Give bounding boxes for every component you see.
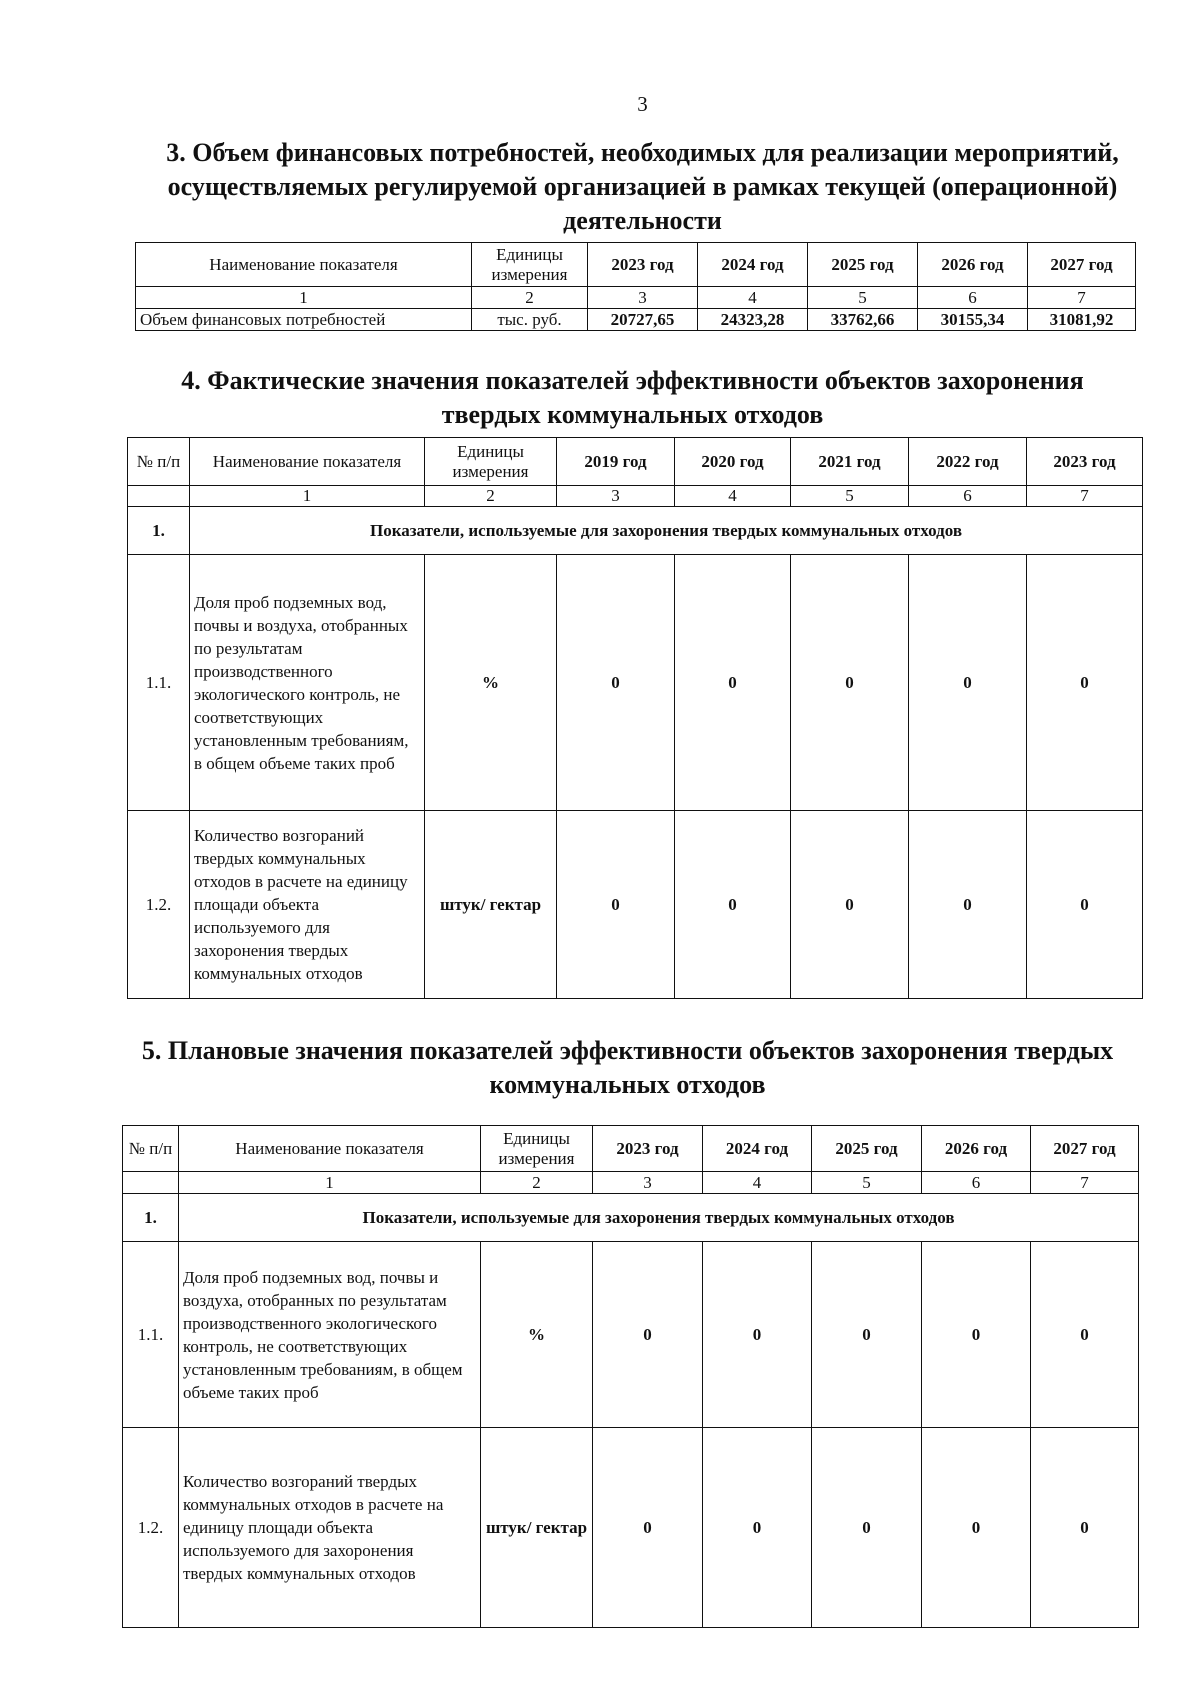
- col-number: 4: [703, 1172, 812, 1194]
- row-num: 1.2.: [128, 811, 190, 999]
- row-name: Количество возгораний твердых коммунальных отходов в расчете на единицу площади объекта используемого для захоронения твердых коммунальных отходов: [179, 1428, 481, 1628]
- header-year: 2024 год: [703, 1126, 812, 1172]
- col-number: 3: [557, 486, 675, 507]
- row-value: 0: [1027, 555, 1143, 811]
- col-number: 1: [190, 486, 425, 507]
- planned-values-table: [122, 1125, 1139, 1628]
- header-year: 2025 год: [808, 243, 918, 287]
- header-unit: Единицы измерения: [481, 1126, 593, 1172]
- header-unit: Единицы измерения: [472, 243, 588, 287]
- header-name: Наименование показателя: [190, 438, 425, 486]
- empty-cell: [128, 486, 190, 507]
- row-value: 0: [909, 811, 1027, 999]
- row-num: 1.1.: [123, 1242, 179, 1428]
- row-value: 0: [922, 1242, 1031, 1428]
- section4-title: 4. Фактические значения показателей эффективности объектов захоронения твердых коммунальных отходов: [181, 366, 1084, 429]
- col-number: 5: [808, 287, 918, 309]
- row-value: 0: [703, 1242, 812, 1428]
- header-year: 2023 год: [1027, 438, 1143, 486]
- row-value: 0: [812, 1428, 922, 1628]
- row-unit: штук/ гектар: [425, 811, 557, 999]
- header-year: 2019 год: [557, 438, 675, 486]
- group-num: 1.: [128, 507, 190, 555]
- row-value: 0: [557, 555, 675, 811]
- row-value: 0: [922, 1428, 1031, 1628]
- table-row: [123, 1242, 1139, 1428]
- row-value: 33762,66: [808, 309, 918, 331]
- col-number: 3: [588, 287, 698, 309]
- col-number: 1: [136, 287, 472, 309]
- row-unit: %: [481, 1242, 593, 1428]
- section3-title: 3. Объем финансовых потребностей, необходимых для реализации мероприятий, осуществляемых регулируемой организацией в рамках текущей (операционной) деятельности: [166, 138, 1119, 235]
- row-value: 20727,65: [588, 309, 698, 331]
- row-name: Объем финансовых потребностей: [136, 309, 472, 331]
- col-number: 2: [481, 1172, 593, 1194]
- header-name: Наименование показателя: [179, 1126, 481, 1172]
- row-value: 0: [593, 1428, 703, 1628]
- header-year: 2021 год: [791, 438, 909, 486]
- col-number: 6: [922, 1172, 1031, 1194]
- row-value: 0: [791, 811, 909, 999]
- col-number: 2: [472, 287, 588, 309]
- section5-title: 5. Плановые значения показателей эффективности объектов захоронения твердых коммунальных отходов: [141, 1036, 1114, 1099]
- row-unit: %: [425, 555, 557, 811]
- header-year: 2022 год: [909, 438, 1027, 486]
- header-year: 2023 год: [588, 243, 698, 287]
- row-value: 0: [1027, 811, 1143, 999]
- header-year: 2026 год: [922, 1126, 1031, 1172]
- row-num: 1.1.: [128, 555, 190, 811]
- row-unit: штук/ гектар: [481, 1428, 593, 1628]
- row-value: 0: [675, 555, 791, 811]
- header-year: 2027 год: [1031, 1126, 1139, 1172]
- header-num: № п/п: [123, 1126, 179, 1172]
- actual-values-table: [127, 437, 1143, 999]
- financial-needs-table: [135, 242, 1136, 331]
- header-year: 2027 год: [1028, 243, 1136, 287]
- header-year: 2024 год: [698, 243, 808, 287]
- col-number: 7: [1031, 1172, 1139, 1194]
- table-row: [136, 309, 1136, 331]
- header-name: Наименование показателя: [136, 243, 472, 287]
- col-number: 3: [593, 1172, 703, 1194]
- page-number: 3: [637, 92, 648, 116]
- col-number: 5: [791, 486, 909, 507]
- row-name: Доля проб подземных вод, почвы и воздуха, отобранных по результатам производственного экологического контроль, не соответствующих установленным требованиям, в общем объеме таких проб: [179, 1242, 481, 1428]
- header-year: 2025 год: [812, 1126, 922, 1172]
- row-value: 0: [703, 1428, 812, 1628]
- row-value: 31081,92: [1028, 309, 1136, 331]
- col-number: 2: [425, 486, 557, 507]
- col-number: 4: [675, 486, 791, 507]
- group-title: Показатели, используемые для захоронения твердых коммунальных отходов: [190, 507, 1143, 555]
- row-num: 1.2.: [123, 1428, 179, 1628]
- group-title: Показатели, используемые для захоронения твердых коммунальных отходов: [179, 1194, 1139, 1242]
- col-number: 6: [918, 287, 1028, 309]
- header-year: 2023 год: [593, 1126, 703, 1172]
- col-number: 5: [812, 1172, 922, 1194]
- row-value: 0: [1031, 1428, 1139, 1628]
- header-year: 2026 год: [918, 243, 1028, 287]
- row-value: 30155,34: [918, 309, 1028, 331]
- col-number: 6: [909, 486, 1027, 507]
- table-row: [128, 555, 1143, 811]
- row-value: 0: [593, 1242, 703, 1428]
- table-row: [123, 1428, 1139, 1628]
- row-value: 0: [909, 555, 1027, 811]
- header-num: № п/п: [128, 438, 190, 486]
- row-value: 0: [812, 1242, 922, 1428]
- col-number: 1: [179, 1172, 481, 1194]
- row-value: 0: [557, 811, 675, 999]
- header-year: 2020 год: [675, 438, 791, 486]
- table-row: [128, 811, 1143, 999]
- row-name: Доля проб подземных вод, почвы и воздуха, отобранных по результатам производственного экологического контроль, не соответствующих установленным требованиям, в общем объеме таких проб: [190, 555, 425, 811]
- row-name: Количество возгораний твердых коммунальных отходов в расчете на единицу площади объекта используемого для захоронения твердых коммунальных отходов: [190, 811, 425, 999]
- row-value: 0: [675, 811, 791, 999]
- row-value: 0: [1031, 1242, 1139, 1428]
- row-unit: тыс. руб.: [472, 309, 588, 331]
- group-num: 1.: [123, 1194, 179, 1242]
- row-value: 0: [791, 555, 909, 811]
- col-number: 4: [698, 287, 808, 309]
- col-number: 7: [1027, 486, 1143, 507]
- header-unit: Единицы измерения: [425, 438, 557, 486]
- row-value: 24323,28: [698, 309, 808, 331]
- empty-cell: [123, 1172, 179, 1194]
- col-number: 7: [1028, 287, 1136, 309]
